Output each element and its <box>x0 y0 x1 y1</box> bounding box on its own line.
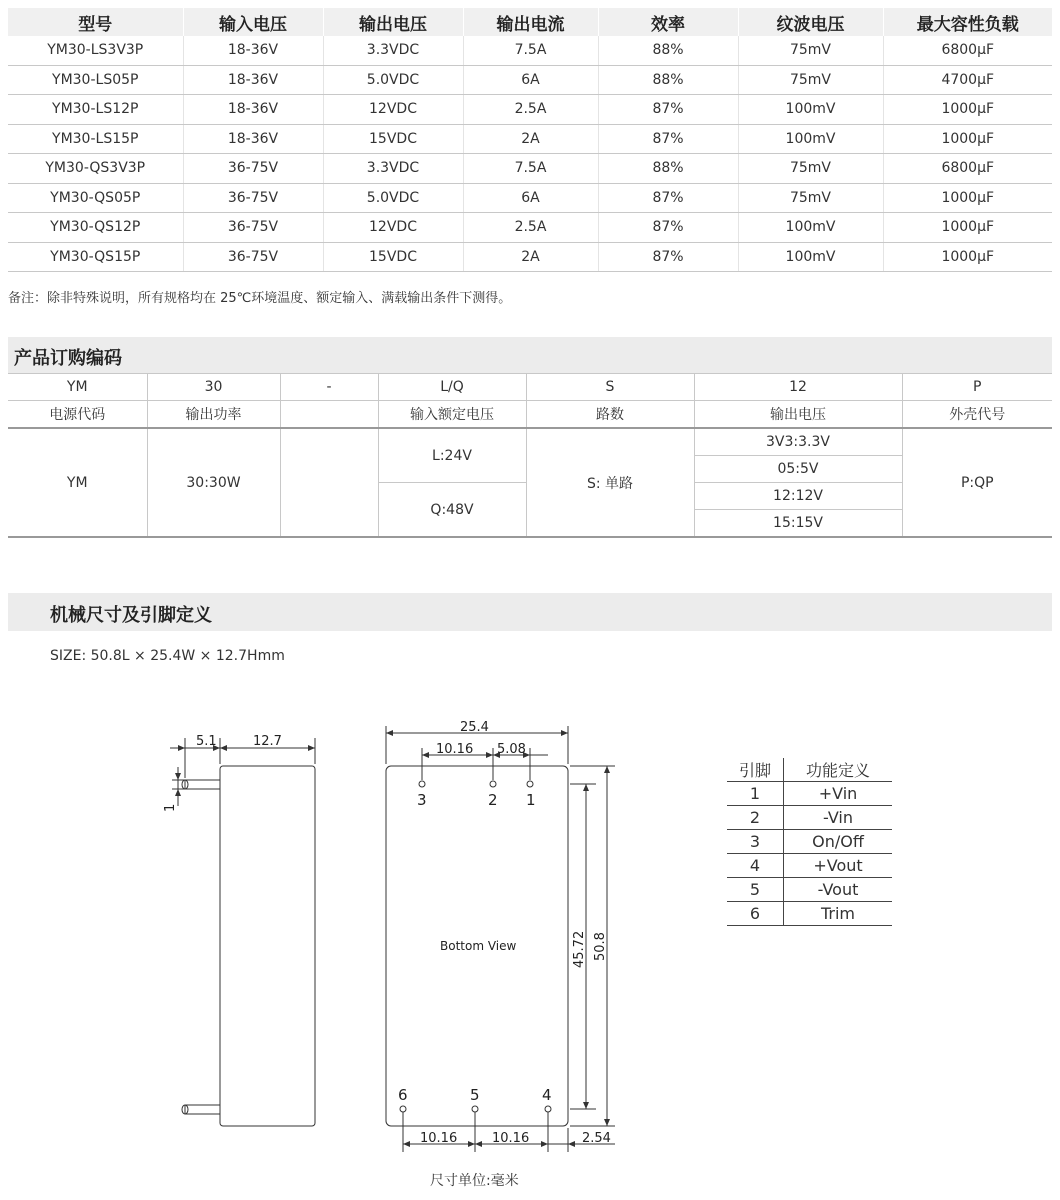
table-row <box>727 854 892 878</box>
cell-cap: 1000μF <box>883 183 1052 213</box>
header-efficiency: 效率 <box>598 8 738 36</box>
header-output-current: 输出电流 <box>463 8 598 36</box>
pin-number: 2 <box>727 806 784 830</box>
cell-ripple: 75mV <box>738 36 883 65</box>
cell-model: YM30-QS15P <box>8 242 183 272</box>
header-input-voltage: 输入电压 <box>183 8 323 36</box>
cell-efficiency: 87% <box>598 213 738 243</box>
cell-model: YM30-QS05P <box>8 183 183 213</box>
cell-input: 36-75V <box>183 213 323 243</box>
value-output-12: 12:12V <box>694 483 902 510</box>
pin-function: +Vin <box>784 782 893 806</box>
label-power-code: 电源代码 <box>8 401 147 429</box>
dim-bottom-pitch-a: 10.16 <box>420 1131 458 1146</box>
cell-efficiency: 88% <box>598 154 738 184</box>
header-max-cap-load: 最大容性负载 <box>883 8 1052 36</box>
cell-model: YM30-QS12P <box>8 213 183 243</box>
code-output: 12 <box>694 374 902 401</box>
cell-efficiency: 88% <box>598 36 738 65</box>
table-row <box>727 806 892 830</box>
bottom-view-label: Bottom View <box>440 939 517 953</box>
spec-table <box>8 8 1052 272</box>
cell-cap: 1000μF <box>883 213 1052 243</box>
dim-inner-length: 45.72 <box>572 930 587 968</box>
pin-hole-3 <box>419 781 425 787</box>
spec-header-row <box>8 8 1052 36</box>
pin-hole-6 <box>400 1106 406 1112</box>
pin-number: 5 <box>727 878 784 902</box>
code-case: P <box>902 374 1052 401</box>
pin-label-1: 1 <box>526 791 536 809</box>
cell-current: 2.5A <box>463 95 598 125</box>
cell-current: 7.5A <box>463 36 598 65</box>
cell-input: 36-75V <box>183 154 323 184</box>
cell-efficiency: 88% <box>598 65 738 95</box>
cell-input: 18-36V <box>183 65 323 95</box>
pin-number: 6 <box>727 902 784 926</box>
dim-pin-length: 5.1 <box>196 734 217 749</box>
code-power: 30 <box>147 374 280 401</box>
value-blank <box>280 428 378 537</box>
cell-efficiency: 87% <box>598 183 738 213</box>
cell-ripple: 75mV <box>738 154 883 184</box>
code-input: L/Q <box>378 374 526 401</box>
pin-function: +Vout <box>784 854 893 878</box>
cell-current: 2.5A <box>463 213 598 243</box>
label-output-power: 输出功率 <box>147 401 280 429</box>
cell-model: YM30-LS05P <box>8 65 183 95</box>
code-channels: S <box>526 374 694 401</box>
cell-ripple: 100mV <box>738 213 883 243</box>
order-code-table <box>8 373 1052 538</box>
value-output-15: 15:15V <box>694 510 902 538</box>
code-separator: - <box>280 374 378 401</box>
value-output-3v3: 3V3:3.3V <box>694 428 902 456</box>
side-view-body <box>220 766 315 1126</box>
value-input-l: L:24V <box>378 428 526 483</box>
table-row <box>727 902 892 926</box>
pin-function: -Vin <box>784 806 893 830</box>
cell-output: 15VDC <box>323 242 463 272</box>
dim-bottom-pitch-b: 10.16 <box>492 1131 530 1146</box>
order-section-header <box>8 337 1052 373</box>
cell-cap: 6800μF <box>883 36 1052 65</box>
order-label-row <box>8 401 1052 429</box>
pin-hole-4 <box>545 1106 551 1112</box>
value-channels: S: 单路 <box>526 428 694 537</box>
pin-number: 3 <box>727 830 784 854</box>
cell-output: 12VDC <box>323 213 463 243</box>
size-spec: SIZE: 50.8L × 25.4W × 12.7Hmm <box>50 648 285 664</box>
cell-input: 18-36V <box>183 95 323 125</box>
pin-number: 4 <box>727 854 784 878</box>
pin-label-6: 6 <box>398 1086 408 1104</box>
order-value-row <box>8 428 1052 456</box>
cell-ripple: 100mV <box>738 124 883 154</box>
dim-top-pitch-a: 10.16 <box>436 742 474 757</box>
table-row <box>8 95 1052 125</box>
table-row <box>727 830 892 854</box>
dim-height: 12.7 <box>253 734 282 749</box>
value-output-05: 05:5V <box>694 456 902 483</box>
pin-header-function: 功能定义 <box>784 758 893 782</box>
pin-function: -Vout <box>784 878 893 902</box>
mechanical-drawing <box>0 700 1060 1170</box>
label-channels: 路数 <box>526 401 694 429</box>
label-output-voltage: 输出电压 <box>694 401 902 429</box>
cell-current: 6A <box>463 183 598 213</box>
pin-header-number: 引脚 <box>727 758 784 782</box>
cell-output: 3.3VDC <box>323 154 463 184</box>
pin-function: Trim <box>784 902 893 926</box>
code-power-prefix: YM <box>8 374 147 401</box>
order-section-title: 产品订购编码 <box>14 348 122 369</box>
cell-current: 2A <box>463 124 598 154</box>
table-row <box>8 124 1052 154</box>
dim-pin-dia: 1 <box>163 803 178 812</box>
order-code-row <box>8 374 1052 401</box>
table-row <box>8 213 1052 243</box>
cell-input: 36-75V <box>183 183 323 213</box>
pin-label-2: 2 <box>488 791 498 809</box>
cell-ripple: 75mV <box>738 65 883 95</box>
cell-output: 5.0VDC <box>323 65 463 95</box>
header-ripple: 纹波电压 <box>738 8 883 36</box>
dim-top-pitch-b: 5.08 <box>497 742 526 757</box>
pin-hole-5 <box>472 1106 478 1112</box>
cell-model: YM30-QS3V3P <box>8 154 183 184</box>
cell-input: 18-36V <box>183 124 323 154</box>
cell-cap: 1000μF <box>883 124 1052 154</box>
cell-model: YM30-LS15P <box>8 124 183 154</box>
cell-model: YM30-LS12P <box>8 95 183 125</box>
cell-cap: 1000μF <box>883 95 1052 125</box>
pin-table <box>727 758 892 926</box>
cell-cap: 1000μF <box>883 242 1052 272</box>
cell-input: 18-36V <box>183 36 323 65</box>
label-case-code: 外壳代号 <box>902 401 1052 429</box>
value-power-code: YM <box>8 428 147 537</box>
pin-label-4: 4 <box>542 1086 552 1104</box>
cell-model: YM30-LS3V3P <box>8 36 183 65</box>
table-row <box>8 36 1052 65</box>
pin-label-5: 5 <box>470 1086 480 1104</box>
dim-edge-offset: 2.54 <box>582 1131 611 1146</box>
label-blank <box>280 401 378 429</box>
cell-efficiency: 87% <box>598 124 738 154</box>
mech-section-title: 机械尺寸及引脚定义 <box>50 605 212 626</box>
header-model: 型号 <box>8 8 183 36</box>
cell-input: 36-75V <box>183 242 323 272</box>
value-input-q: Q:48V <box>378 483 526 538</box>
pin-label-3: 3 <box>417 791 427 809</box>
cell-ripple: 75mV <box>738 183 883 213</box>
side-pin-bottom <box>185 1105 220 1114</box>
value-output-power: 30:30W <box>147 428 280 537</box>
cell-output: 5.0VDC <box>323 183 463 213</box>
pin-function: On/Off <box>784 830 893 854</box>
header-output-voltage: 输出电压 <box>323 8 463 36</box>
unit-note: 尺寸单位:毫米 <box>430 1173 519 1189</box>
cell-cap: 4700μF <box>883 65 1052 95</box>
dim-length: 50.8 <box>593 932 608 961</box>
pin-hole-2 <box>490 781 496 787</box>
cell-output: 12VDC <box>323 95 463 125</box>
value-case: P:QP <box>902 428 1052 537</box>
table-row <box>8 154 1052 184</box>
dim-width: 25.4 <box>460 720 489 735</box>
mech-section-header <box>8 593 1052 631</box>
cell-cap: 6800μF <box>883 154 1052 184</box>
cell-efficiency: 87% <box>598 95 738 125</box>
table-row <box>727 782 892 806</box>
table-row <box>8 183 1052 213</box>
table-row <box>727 878 892 902</box>
pin-number: 1 <box>727 782 784 806</box>
spec-note: 备注：除非特殊说明，所有规格均在 25℃环境温度、额定输入、满载输出条件下测得。 <box>8 291 512 306</box>
cell-ripple: 100mV <box>738 242 883 272</box>
pin-table-header <box>727 758 892 782</box>
cell-current: 7.5A <box>463 154 598 184</box>
cell-efficiency: 87% <box>598 242 738 272</box>
cell-current: 6A <box>463 65 598 95</box>
cell-output: 3.3VDC <box>323 36 463 65</box>
pin-hole-1 <box>527 781 533 787</box>
table-row <box>8 242 1052 272</box>
cell-output: 15VDC <box>323 124 463 154</box>
table-row <box>8 65 1052 95</box>
cell-ripple: 100mV <box>738 95 883 125</box>
label-input-voltage: 输入额定电压 <box>378 401 526 429</box>
cell-current: 2A <box>463 242 598 272</box>
side-pin-top <box>185 780 220 789</box>
